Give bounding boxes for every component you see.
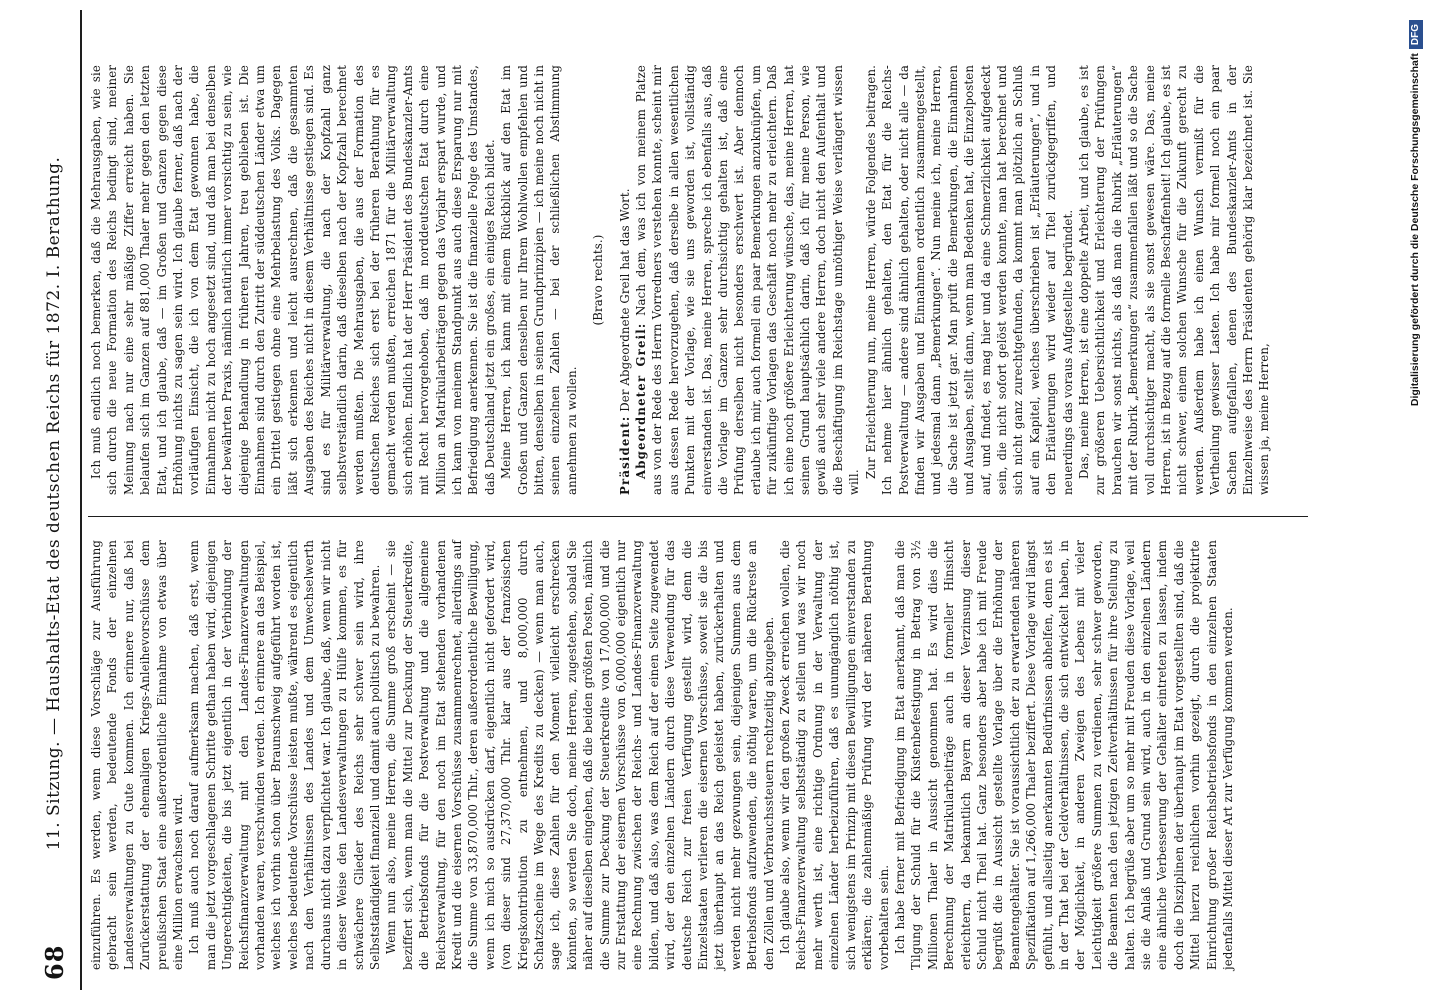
paragraph: Zur Erleichterung nun, meine Herren, würde Folgendes beitragen. Ich nehme hier ähnlich gehalten, den Etat für die Reichs-Postverwaltung — andere sind ähnlich gehalten, oder nicht alle — da finden wir Ausgaben und Einnahmen ordentlich zusammengestellt, und jedesmal dann „Bemerkungen“. Nun meine ich, meine Herren, die Sache ist jetzt gar. Man prüft die Bemerkungen, die Einnahmen und Ausgaben, stellt dann, wenn man Bedenken hat, die Einzelposten auf, und findet, es mag hier und da eine Schmerzlichkeit aufgedeckt sein, die nicht sofort gelöst werden konnte, man hat berechnet und sich nicht ganz zurechtgefunden, da kommt man plötzlich an Schluß auf ein Kapitel, welches überschrieben ist „Erläuterungen“, und in den Erläuterungen wird wieder auf Titel zurückgegriffen, und neuerdings das voraus Aufgestellte begründet. xyxy=(863,65,1075,495)
dfg-logo: DFG xyxy=(1409,20,1423,49)
speaker-label: Abgeordneter Greil: xyxy=(634,322,648,479)
stamp-label: Digitalisierung gefördert durch die Deutsche Forschungsgemeinschaft xyxy=(1409,53,1421,407)
paragraph: Ich muß auch noch darauf aufmerksam machen, daß erst, wenn man die jetzt vorgeschlagenen Schritte gethan haben wird, diejenigen Ungerechtigkeiten, die bis jetzt eigentlich in der Verbindung der Reichsfinanzverwaltung mit den Landes-Finanzverwaltungen vorhanden waren, verschwinden werden. Ich erinnere an das Beispiel, welches ich vorhin schon über Braunschweig aufgeführt worden ist, welches bedeutende Vorschüsse leisten mußte, während es eigentlich nach den Verhältnissen des Landes und dem Umwechselwerth durchaus nicht dazu verpflichtet war. Ich glaube, daß, wenn wir nicht in dieser Weise den Landesverwaltungen zu Hülfe kommen, es für schwächere Glieder des Reichs sehr schwer sein wird, ihre Selbstständigkeit finanziell und damit auch politisch zu bewahren. xyxy=(187,540,382,970)
president-text: Der Abgeordnete Greil hat das Wort. xyxy=(617,188,632,412)
digitization-stamp xyxy=(1402,20,1428,980)
left-column xyxy=(88,540,1236,970)
paragraph: Ich habe ferner mit Befriedigung im Etat anerkannt, daß man die Tilgung der Schuld für die Küstenbefestigung in Betrag von 3½ Millionen Thaler in Aussicht genommen hat. Es wird dies die Berechnung der Matrikularbeiträge auch in formeller Hinsicht erleichtern, da bekanntlich Bayern an dieser Verzinsung dieser Schuld nicht Theil hat. Ganz besonders aber habe ich mit Freude begrüßt die in Aussicht gestellte Vorlage über die Erhöhung der Beamtengehälter. Sie ist voraussichtlich der zu erwartenden näheren Spezifikation auf 1,266,000 Thaler beziffert. Diese Vorlage wird längst gefühlt, und allseitig anerkannten Bedürfnissen abhelfen, denn es ist in der That bei der Geldverhältnissen, die sich entwickelt haben, in der Möglichkeit, in anderen Zweigen des Lebens mit vieler Leichtigkeit größere Summen zu verdienen, sehr schwer geworden, die Beamten nach den jetzigen Zeitverhältnissen für ihre Stellung zu halten. Ich begrüße aber um so mehr mit Freuden diese Vorlage, weil sie die Anlaß und Grund sein wird, auch in den einzelnen Ländern eine ähnliche Verbesserung der Gehälter eintreten zu lassen, indem doch die Disziplinen der überhaupt im Etat vorgestellten sind, daß die Mittel hierzu reichlichen vorhin gezeigt, durch die projektirte Einrichtung großer Reichsbetriebsfonds in den einzelnen Staaten jedenfalls Mittel dieser Art zur Verfügung kommen werden. xyxy=(892,540,1236,970)
header-rule xyxy=(80,10,82,990)
president-label: Präsident: xyxy=(617,415,632,495)
page-header xyxy=(18,21,78,986)
applause-note: (Bravo rechts.) xyxy=(591,234,606,326)
paragraph: Ich glaube also, wenn wir den großen Zweck erreichen wollen, die Reichs-Finanzverwaltung selbstständig zu stellen und was wir noch mehr werth ist, eine richtige Ordnung in der Verwaltung der einzelnen Länder herbeizuführen, daß es unumgänglich nöthig ist, sich wenigstens im Prinzip mit diesen Bewilligungen einverstanden zu erklären; die zahlenmäßige Prüfung wird der näheren Berathung vorbehalten sein. xyxy=(778,540,891,970)
paragraph: Meine Herren, ich kann mit einem Rückblick auf den Etat im Großen und Ganzen denselben nur Ihrem Wohlwollen empfehlen und bitten, denselben in seinen Grundprinzipien — ich meine noch nicht in seinen einzelnen Zahlen — bei der schließlichen Abstimmung annehmen zu wollen. xyxy=(499,65,579,495)
page-number: 68 xyxy=(40,944,69,980)
paragraph: Wenn nun also, meine Herren, die Summe groß erscheint — sie beziffert sich, wenn man die Mittel zur Deckung der Steuerkredite, die Betriebsfonds für die Postverwaltung und die allgemeine Reichsverwaltung, für den noch im Etat stehenden vorhandenen Kredit und die eisernen Vorschüsse zusammenrechnet, allerdings auf die Summe von 33,870,000 Thlr., deren außerordentliche Bewilligung, wenn ich mich so ausdrücken darf, eigentlich nicht gefordert wird, (von dieser sind 27,370,000 Thlr. klar aus der französischen Kriegskontribution zu entnehmen, und 8,000,000 durch Schatzscheine im Wege des Kredits zu decken) — wenn man auch, sage ich, diese Zahlen für den Moment vielleicht erschrecken könnten, so werden Sie doch, meine Herren, zugestehen, sobald Sie näher auf dieselben eingehen, daß die beiden größten Posten, nämlich die Summe zur Deckung der Steuerkredite von 17,000,000 und die zur Erstattung der eisernen Vorschüsse von 6,000,000 eigentlich nur eine Rechnung zwischen der Reichs- und Landes-Finanzverwaltung bilden, und daß also, was dem Reich auf der einen Seite zugewendet wird, der den einzelnen Ländern durch diese Verwendung für das deutsche Reich zur freien Verfügung gestellt wird, denn die Einzelstaaten verlieren die eisernen Vorschüsse, soweit sie die bis jetzt überhaupt an das Reich geleistet haben, zurückerhalten und werden nicht mehr gezwungen sein, diejenigen Summen aus dem Betriebsfonds aufzuwenden, die nöthig waren, um die Rückreste an den Zöllen und Verbrauchssteuern rechtzeitig abzugeben. xyxy=(384,540,776,970)
speaker-paragraph xyxy=(633,65,863,495)
right-column xyxy=(88,65,1273,495)
speaker-text: Nach dem, was ich von meinem Platze aus von der Rede des Herrn Vorredners verstehen konnte, scheint mir aus dessen Rede hervorzugehen, daß derselbe in allen wesentlichen Punkten mit der Vorlage, wie sie uns geworden ist, vollständig einverstanden ist. Das, meine Herren, spreche ich ebenfalls aus, daß die Vorlage im Ganzen sehr durchsichtig gehalten ist, daß eine Prüfung derselben nicht besonders erschwert ist. Aber dennoch erlaube ich mir, auch formell ein paar Bemerkungen anzuknüpfen, um für zukünftige Vorlagen das Geschäft noch mehr zu erleichtern. Daß ich eine noch größere Erleichterung wünsche, das, meine Herren, hat seinen Grund hauptsächlich darin, daß ich für meine Person, wie gewiß auch sehr viele andere Herren, doch nicht den Aufenthalt und die Beschäftigung im Reichstage unnöthiger Weise verlängert wissen will. xyxy=(634,65,862,495)
paragraph: Das, meine Herren, ist eine doppelte Arbeit, und ich glaube, es ist zur größeren Uebersichtlichkeit und Erleichterung der Prüfungen brauchen wir sonst nichts, als daß man die Rubrik „Erläuterungen“ mit der Rubrik „Bemerkungen“ zusammenfallen läßt und so die Sache voll durchsichtiger macht, als sie sonst gewesen wäre. Das, meine Herren, ist in Bezug auf die formelle Beschaffenheit! Ich glaube, es ist nicht schwer, einem solchen Wunsche für die Zukunft gerecht zu werden. Außerdem habe ich einen Wunsch vermißt für die Vertheilung gewisser Lasten. Ich habe mir formell noch ein paar Sachen aufgefallen, denen des Bundeskanzler-Amts in der Einzelnweise des Herrn Präsidenten gehörig klar bezeichnet ist. Sie wissen ja, meine Herren, xyxy=(1076,65,1272,495)
running-title: 11. Sitzung. — Haushalts-Etat des deutschen Reichs für 1872. I. Berathung. xyxy=(44,156,64,851)
paragraph: Ich muß endlich noch bemerken, daß die Mehrausgaben, wie sie sich durch die neue Formation des Reichs bedingt sind, meiner Meinung nach nur eine sehr mäßige Ziffer erreicht haben. Sie belaufen sich im Ganzen auf 881,000 Thaler mehr gegen den letzten Etat, und ich glaube, daß — im Großen und Ganzen gegen diese Erhöhung nichts zu sagen sein wird. Ich glaube ferner, daß nach der vorläufigen Einsicht, die ich von dem Etat gewonnen habe, die Einnahmen nicht zu hoch angesetzt sind, und daß man bei denselben der bewährten Praxis, nämlich natürlich immer vorsichtig zu sein, wie diejenige Behandlung in früheren Jahren, treu geblieben ist. Die Einnahmen sind durch den Zutritt der süddeutschen Länder etwa um ein Drittel gestiegen ohne eine Mehrbelastung des Volks. Dagegen läßt sich erkennen und leicht ausrechnen, daß die gesammten Ausgaben des Reiches nicht in diesem Verhältnisse gestiegen sind. Es sind es für Militärverwaltung, die nach der Kopfzahl ganz selbstverständlich darin, daß dieselben nach der Kopfzahl berechnet werden mußten. Die Mehrausgaben, die aus der Formation des deutschen Reiches sich erst bei der früheren Berathung für es gemacht werden mußten, erreichen 1871 für die Militärverwaltung sich erhöhen. Endlich hat der Herr Präsident des Bundeskanzler-Amts mit Recht hervorgehoben, daß im norddeutschen Etat durch eine Million an Matrikularbeiträgen gegen das Vorjahr erspart wurde, und ich kann von meinem Standpunkt aus auch diese Ersparung nur mit Befriedigung anerkennen. Sie ist die finanzielle Folge des Umstandes, daß Deutschland jetzt ein großes, ein einiges Reich bildet. xyxy=(89,65,497,495)
paragraph: einzuführen. Es werden, wenn diese Vorschläge zur Ausführung gebracht sein werden, bedeutende Fonds der einzelnen Landesverwaltungen zu Gute kommen. Ich erinnere nur, daß bei Zurückerstattung der ehemaligen Kriegs-Anleihevorschüsse dem preußischen Staat eine außerordentliche Einnahme von etwas über eine Million erwachsen wird. xyxy=(89,540,186,970)
stamp-text xyxy=(1402,20,1428,980)
column-divider xyxy=(88,516,1308,517)
president-line xyxy=(617,65,633,495)
